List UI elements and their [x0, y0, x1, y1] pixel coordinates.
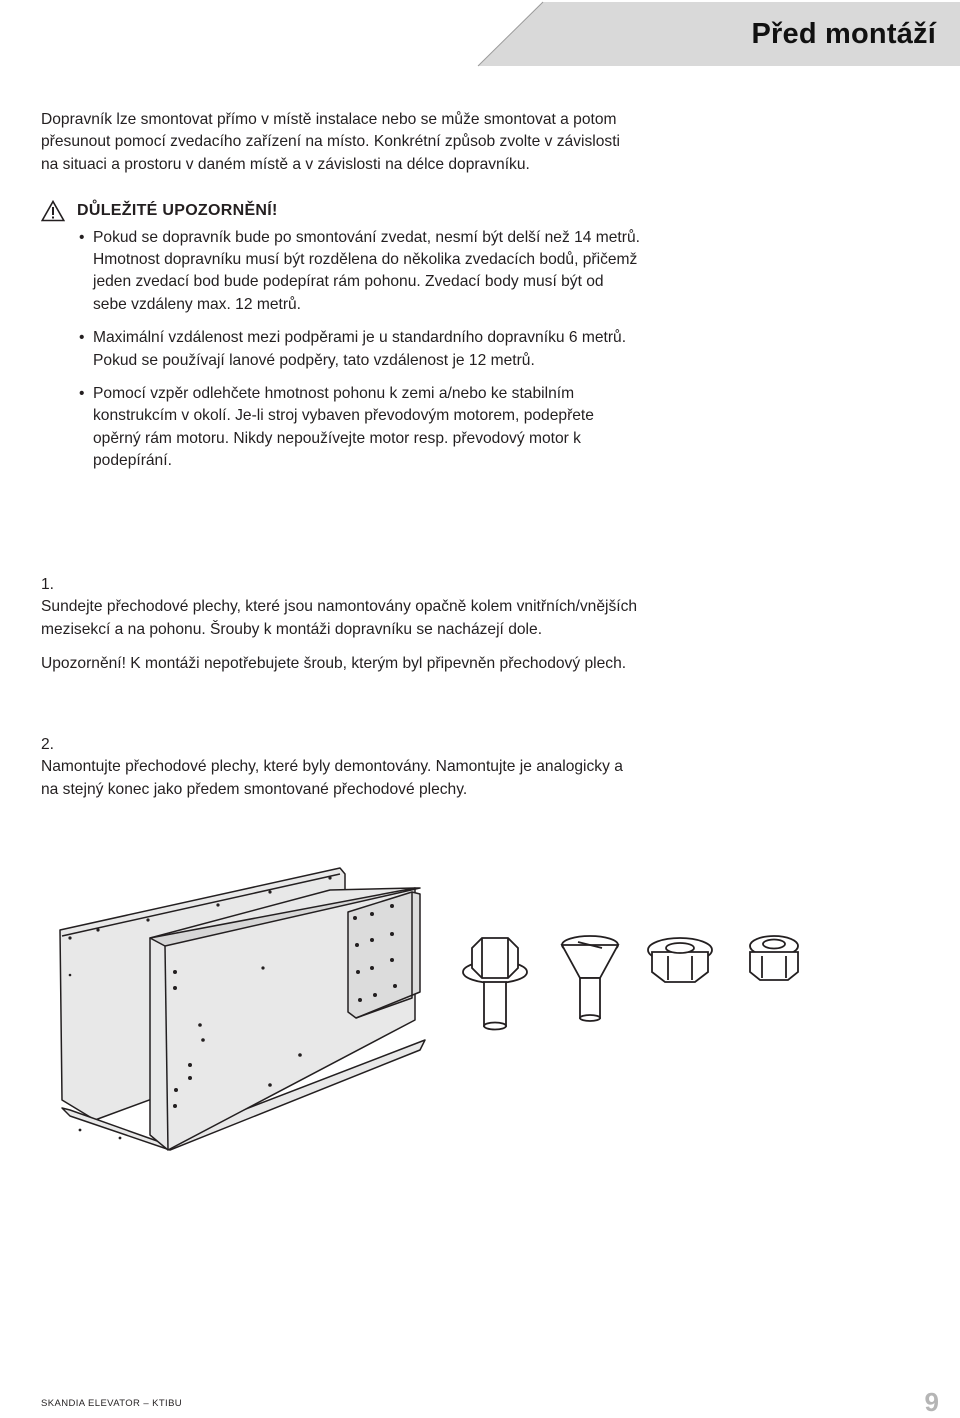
warning-triangle-icon — [41, 200, 65, 222]
intro-paragraph: Dopravník lze smontovat přímo v místě instalace nebo se může smontovat a potom přesunout pomocí zvedacího zařízení na místo. Konkrétní způsob zvolte v závislosti na situaci a prostoru v daném místě a v závislosti na délce dopravníku. — [41, 111, 620, 173]
flange-nut-icon — [648, 938, 712, 982]
footer-text: SKANDIA ELEVATOR – KTIBU — [41, 1398, 183, 1409]
header-tab — [0, 0, 960, 70]
step-number: 1. — [41, 576, 55, 593]
warning-bullet: • Pomocí vzpěr odlehčete hmotnost pohonu k zemi a/nebo ke stabilním konstrukcím v okolí. Je-li stroj vybaven převodovým motorem, podepřete opěrný rám motoru. Nikdy nepoužívejte motor resp. převodový motor k podepírání. — [93, 383, 641, 473]
warning-bullet: • Maximální vzdálenost mezi podpěrami je u standardního dopravníku 6 metrů. Pokud se používají lanové podpěry, tato vzdálenost je 12 metrů. — [93, 327, 641, 372]
step-text: Namontujte přechodové plechy, které byly demontovány. Namontujte je analogicky a na stejný konec jako předem smontované přechodové plechy. — [41, 758, 623, 798]
main-content — [41, 109, 641, 484]
page-title: Před montáží — [751, 18, 936, 50]
step-1 — [41, 574, 641, 676]
step-number: 2. — [41, 736, 55, 753]
countersunk-screw-icon — [562, 936, 618, 1021]
hex-flange-bolt-icon — [463, 938, 527, 1030]
step-note: Upozornění! K montáži nepotřebujete šroub, kterým byl připevněn přechodový plech. — [41, 655, 627, 673]
warning-title: DŮLEŽITÉ UPOZORNĚNÍ! — [77, 202, 278, 220]
step-text: Sundejte přechodové plechy, které jsou namontovány opačně kolem vnitřních/vnějších mezisekcí a na pohonu. Šrouby k montáži dopravníku se nacházejí dole. — [41, 598, 638, 638]
page-number: 9 — [924, 1387, 939, 1417]
lock-nut-icon — [750, 936, 798, 980]
warning-bullet: • Pokud se dopravník bude po smontování zvedat, nesmí být delší než 14 metrů. Hmotnost dopravníku musí být rozdělena do několika zvedacích bodů, přičemž jeden zvedací bod bude podepírat rám pohonu. Zvedací body musí být od sebe vzdáleny max. 12 metrů. — [93, 227, 641, 317]
step-2 — [41, 734, 641, 801]
warning-list — [41, 227, 641, 473]
warning-heading — [41, 200, 641, 222]
conveyor-assembly-illustration — [0, 860, 960, 1190]
